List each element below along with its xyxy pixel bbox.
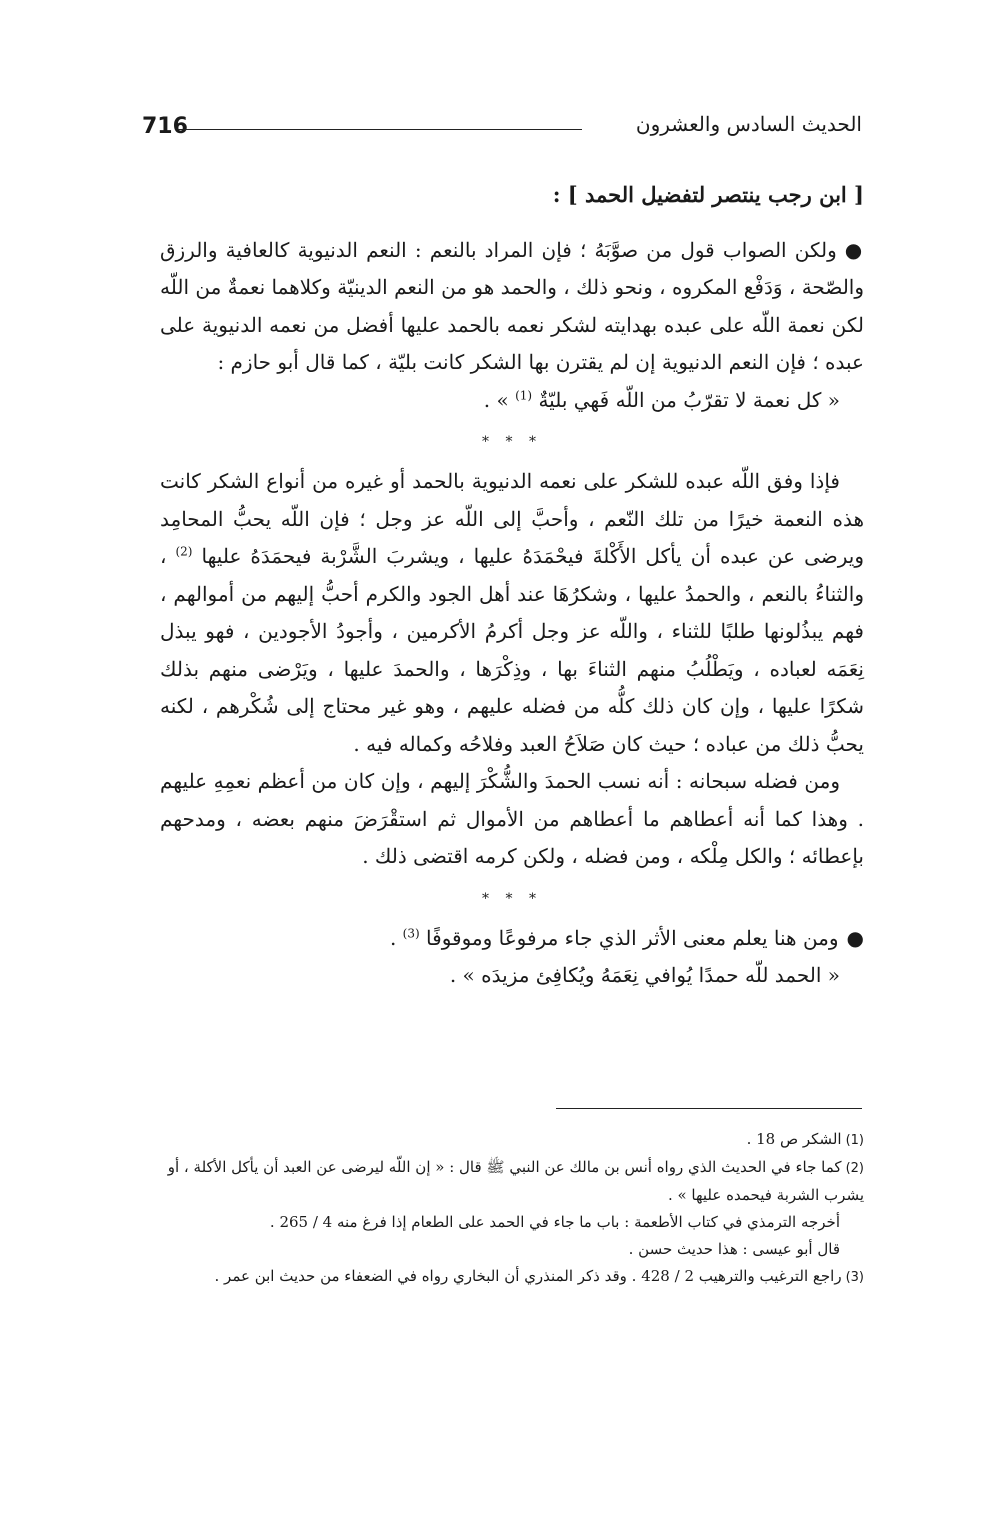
footnote-text: راجع الترغيب والترهيب 2 / 428 . وقد ذكر المنذري أن البخاري رواه في الضعفاء من حديث ابن عمر .	[214, 1267, 842, 1285]
paragraph-4	[160, 920, 864, 958]
paragraph-2-text-a: فإذا وفق اللّه عبده للشكر على نعمه الدنيوية بالحمد أو غيره من أنواع الشكر كانت هذه النعمة خيرًا من تلك النّعم ، وأحبَّ إلى اللّه عز وجل ؛ فإن اللّه يحبُّ المحامِد ويرضى عن عبده أن يأكل الأَكْلةَ فيحْمَدَهُ عليها ، ويشربَ الشَّرْبة فيحمَدَهُ عليها	[160, 469, 864, 568]
header-rule	[178, 129, 582, 130]
footnote-2-grade	[160, 1236, 864, 1263]
footnote-text: أخرجه الترمذي في كتاب الأطعمة : باب ما جاء في الحمد على الطعام إذا فرغ منه 4 / 265 .	[269, 1213, 840, 1231]
footnote-2	[160, 1154, 864, 1209]
paragraph-1-text: ولكن الصواب قول من صوَّبَهُ ؛ فإن المراد بالنعم : النعم الدنيوية كالعافية والرزق والصّحة ، وَدَفْع المكروه ، ونحو ذلك ، والحمد هو من النعم الدينيّة وكلاهما نعمةٌ من اللّه لكن نعمة اللّه على عبده بهدايته لشكر نعمه بالحمد عليها أفضل من نعمه الدنيوية على عبده ؛ فإن النعم الدنيوية إن لم يقترن بها الشكر كانت بليّة ، كما قال أبو حازم :	[160, 237, 864, 374]
quote-abu-hazim	[160, 382, 864, 420]
bullet-icon: ●	[844, 237, 865, 262]
footnote-number: (2)	[845, 1161, 864, 1176]
footnote-number: (3)	[845, 1270, 864, 1285]
main-text	[160, 176, 864, 995]
footnote-text: كما جاء في الحديث الذي رواه أنس بن مالك عن النبي ﷺ قال : « إن اللّه ليرضى عن العبد أن يأكل الأكلة ، أو يشرب الشربة فيحمده عليها » .	[167, 1158, 864, 1204]
bullet-icon: ●	[846, 925, 864, 950]
asterisk-separator: * * *	[482, 890, 542, 907]
footnote-ref-3[interactable]: (3)	[402, 925, 420, 940]
footnotes	[160, 1126, 864, 1291]
footnote-ref-2[interactable]: (2)	[175, 544, 193, 559]
footnote-1	[160, 1126, 864, 1154]
quote-1-end: » .	[483, 387, 509, 412]
paragraph-2-text-b: ، والثناءُ بالنعم ، والحمدُ عليها ، وشكرُهَا عند أهل الجود والكرم أحبُّ إليهم من أموالهم ، فهم يبذُلونها طلبًا للثناء ، واللّه عز وجل أكرمُ الأكرمين ، وأجودُ الأجودين ، فهو يبذل نِعَمَه لعباده ، ويَطْلُبُ منهم الثناءَ بها ، وذِكْرَها ، والحمدَ عليها ، ويَرْضى منهم بذلك شكرًا عليها ، وإن كان ذلك كلُّه من فضله عليهم ، وهو غير محتاج إلى شُكْرهم ، لكنه يحبُّ ذلك من عباده ؛ حيث كان صَلاَحُ العبد وفلاحُه وكماله فيه .	[160, 544, 865, 756]
footnote-rule	[556, 1108, 862, 1109]
paragraph-4-end: .	[389, 925, 397, 950]
quote-hamd: « الحمد للّه حمدًا يُوافي نِعَمَهُ ويُكافِئ مزيدَه » .	[449, 963, 840, 987]
footnote-text: قال أبو عيسى : هذا حديث حسن .	[628, 1240, 840, 1258]
footnote-2-source	[160, 1209, 864, 1236]
footnote-number: (1)	[845, 1133, 864, 1148]
footnote-ref-1[interactable]: (1)	[515, 387, 533, 402]
paragraph-2	[160, 463, 864, 763]
paragraph-4-text: ومن هنا يعلم معنى الأثر الذي جاء مرفوعًا وموقوفًا	[426, 925, 839, 950]
running-header	[142, 112, 862, 146]
footnote-text: الشكر ص 18 .	[746, 1130, 842, 1148]
section-heading: [ ابن رجب ينتصر لتفضيل الحمد ] :	[552, 182, 864, 207]
asterisk-separator: * * *	[482, 434, 542, 450]
paragraph-3: ومن فضله سبحانه : أنه نسب الحمدَ والشُّكْرَ إليهم ، وإن كان من أعظم نعمِهِ عليهم . وهذا كما أنه أعطاهم ما أعطاهم من الأموال ثم استقْرَضَ منهم بعضه ، ومدحهم بإعطائه ؛ والكل مِلْكه ، ومن فضله ، ولكن كرمه اقتضى ذلك .	[160, 769, 864, 868]
footnote-3	[160, 1263, 864, 1291]
page-number: 716	[142, 114, 188, 139]
quote-1-text: « كل نعمة لا تقرّبُ من اللّه فَهي بليّةٌ	[538, 387, 840, 412]
running-title: الحديث السادس والعشرون	[635, 112, 862, 136]
paragraph-1	[160, 232, 864, 382]
